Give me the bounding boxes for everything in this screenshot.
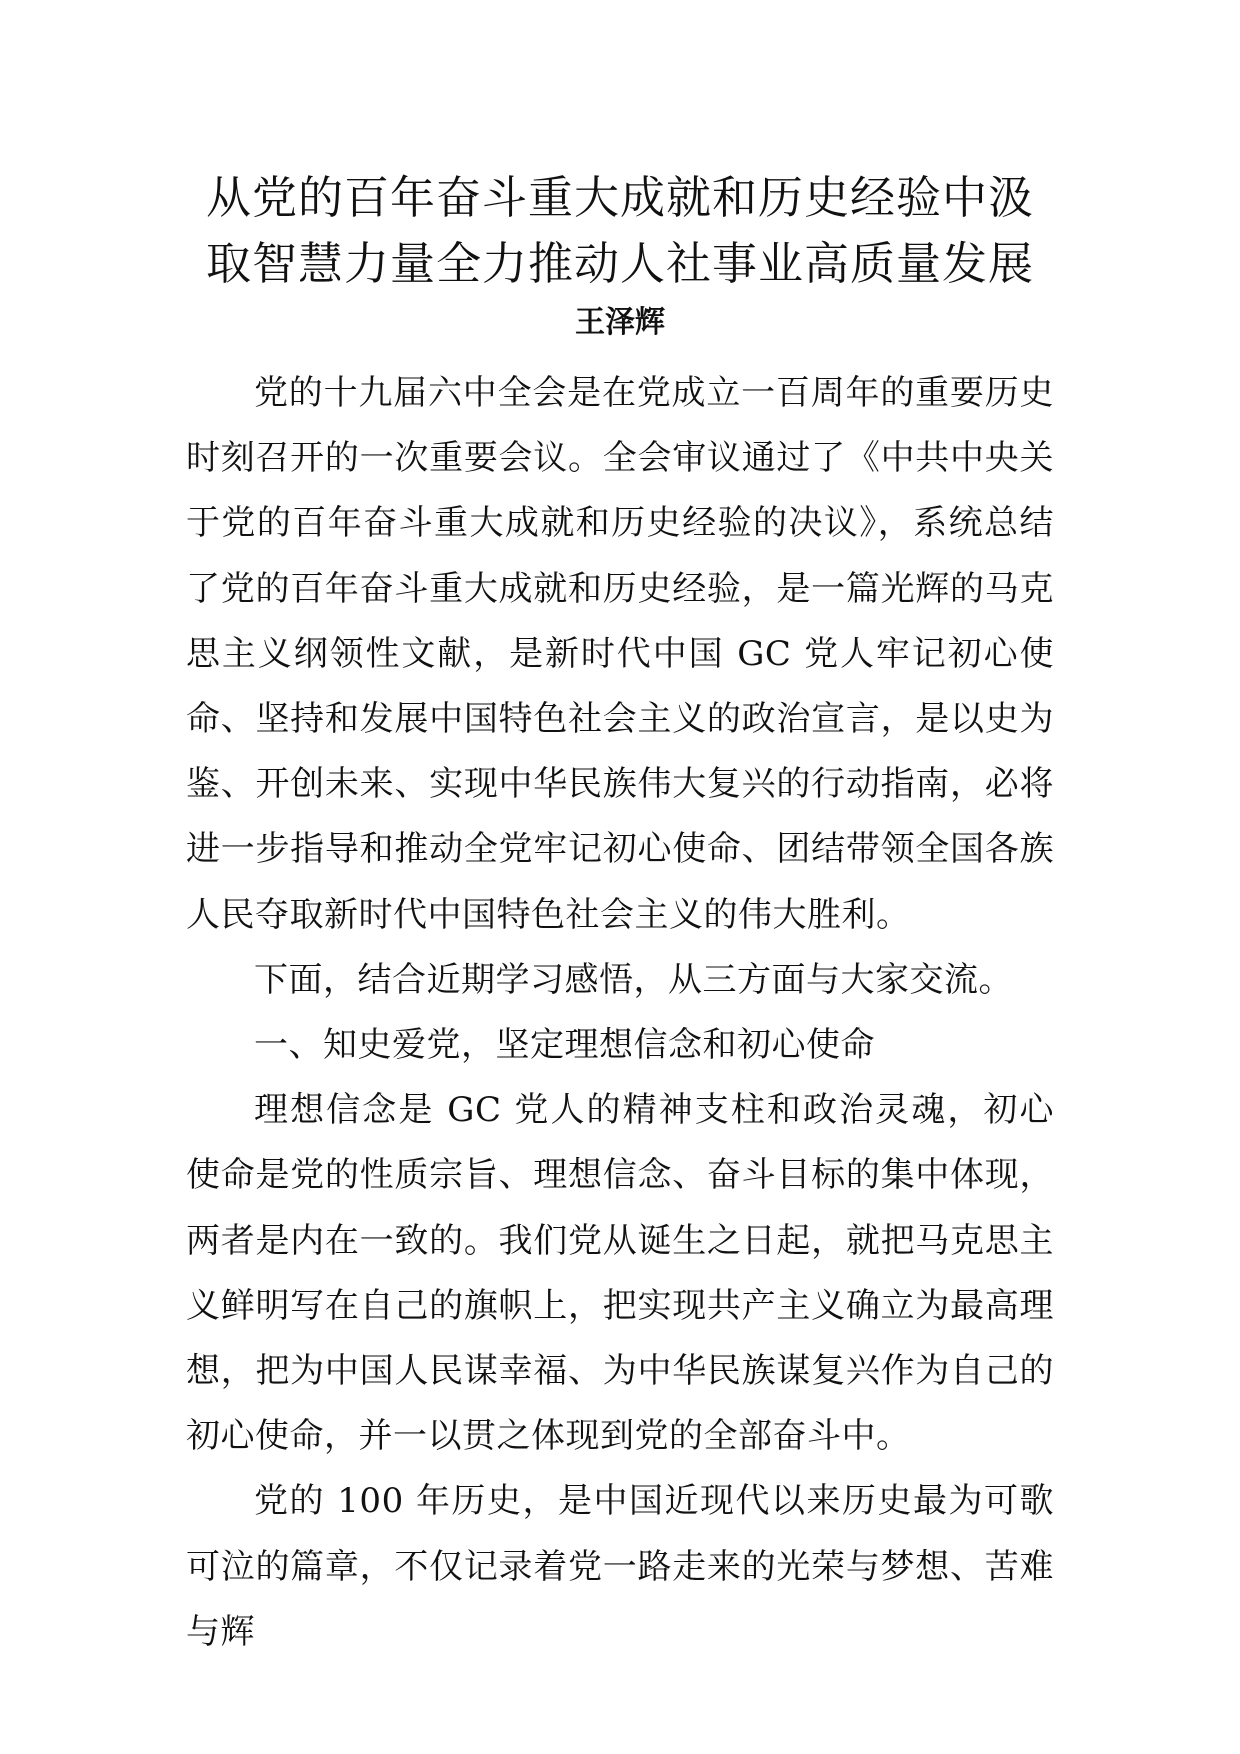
title-line-1: 从党的百年奋斗重大成就和历史经验中汲 xyxy=(205,171,1034,224)
title-line-2: 取智慧力量全力推动人社事业高质量发展 xyxy=(205,237,1034,290)
document-body xyxy=(186,361,1054,1665)
author-name: 王泽辉 xyxy=(575,305,665,340)
section-heading-1: 一、知史爱党，坚定理想信念和初心使命 xyxy=(254,1025,875,1066)
document-title xyxy=(150,165,1090,297)
paragraph-ideals: 理想信念是 GC 党人的精神支柱和政治灵魂，初心使命是党的性质宗旨、理想信念、奋斗目标的集中体现，两者是内在一致的。我们党从诞生之日起，就把马克思主义鲜明写在自己的旗帜上，把实现共产主义确立为最高理想，把为中国人民谋幸福、为中华民族谋复兴作为自己的初心使命，并一以贯之体现到党的全部奋斗中。 xyxy=(186,1090,1054,1457)
paragraph-history: 党的 100 年历史，是中国近现代以来历史最为可歌可泣的篇章，不仅记录着党一路走来的光荣与梦想、苦难与辉 xyxy=(186,1481,1054,1652)
paragraph-intro: 党的十九届六中全会是在党成立一百周年的重要历史时刻召开的一次重要会议。全会审议通过了《中共中央关于党的百年奋斗重大成就和历史经验的决议》，系统总结了党的百年奋斗重大成就和历史经验，是一篇光辉的马克思主义纲领性文献，是新时代中国 GC 党人牢记初心使命、坚持和发展中国特色社会主义的政治宣言，是以史为鉴、开创未来、实现中华民族伟大复兴的行动指南，必将进一步指导和推动全党牢记初心使命、团结带领全国各族人民夺取新时代中国特色社会主义的伟大胜利。 xyxy=(186,373,1054,935)
paragraph-outline: 下面，结合近期学习感悟，从三方面与大家交流。 xyxy=(254,959,1013,1000)
